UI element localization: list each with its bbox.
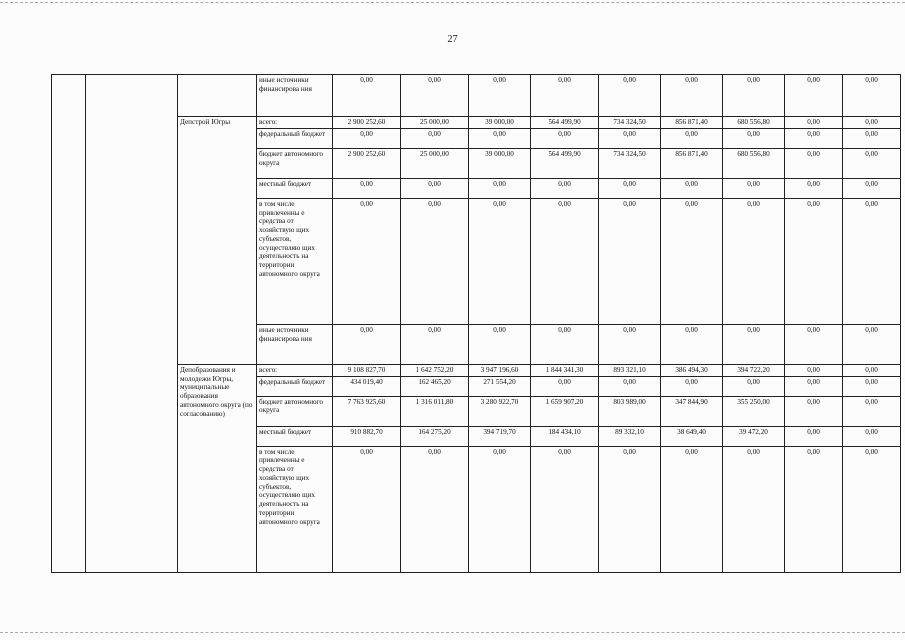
amount-cell: 0,00 (661, 178, 723, 198)
amount-cell: 0,00 (531, 128, 599, 148)
amount-cell: 434 019,40 (333, 376, 401, 396)
amount-cell: 0,00 (723, 75, 785, 117)
executor-cell (178, 75, 257, 117)
amount-cell: 1 659 907,20 (531, 396, 599, 426)
amount-cell: 0,00 (531, 178, 599, 198)
funding-source-cell: местный бюджет (257, 178, 333, 198)
table-row (52, 117, 901, 129)
amount-cell: 0,00 (333, 75, 401, 117)
amount-cell: 25 000,00 (401, 117, 469, 129)
amount-cell: 0,00 (599, 324, 661, 364)
amount-cell: 3 280 922,70 (469, 396, 531, 426)
funding-source-cell: иные источники финансирова ния (257, 324, 333, 364)
amount-cell: 803 989,00 (599, 396, 661, 426)
funding-source-cell: всего: (257, 364, 333, 376)
amount-cell: 680 556,80 (723, 117, 785, 129)
amount-cell: 0,00 (843, 128, 901, 148)
amount-cell: 355 250,00 (723, 396, 785, 426)
amount-cell: 0,00 (599, 198, 661, 324)
amount-cell: 0,00 (785, 198, 843, 324)
amount-cell: 1 642 752,20 (401, 364, 469, 376)
amount-cell: 1 316 011,80 (401, 396, 469, 426)
amount-cell: 184 434,10 (531, 426, 599, 446)
amount-cell: 25 000,00 (401, 148, 469, 178)
amount-cell: 89 332,10 (599, 426, 661, 446)
amount-cell: 0,00 (785, 324, 843, 364)
empty-cell-1 (52, 75, 86, 573)
amount-cell: 0,00 (401, 178, 469, 198)
amount-cell: 394 719,70 (469, 426, 531, 446)
amount-cell: 0,00 (723, 376, 785, 396)
amount-cell: 0,00 (843, 396, 901, 426)
amount-cell: 893 321,10 (599, 364, 661, 376)
amount-cell: 910 882,70 (333, 426, 401, 446)
amount-cell: 856 871,40 (661, 148, 723, 178)
amount-cell: 0,00 (785, 128, 843, 148)
amount-cell: 0,00 (599, 178, 661, 198)
amount-cell: 0,00 (843, 178, 901, 198)
amount-cell: 0,00 (785, 148, 843, 178)
amount-cell: 0,00 (469, 128, 531, 148)
amount-cell: 0,00 (599, 376, 661, 396)
amount-cell: 39 000,00 (469, 117, 531, 129)
amount-cell: 0,00 (401, 446, 469, 572)
amount-cell: 164 275,20 (401, 426, 469, 446)
amount-cell: 0,00 (785, 396, 843, 426)
amount-cell: 162 465,20 (401, 376, 469, 396)
amount-cell: 856 871,40 (661, 117, 723, 129)
amount-cell: 0,00 (401, 128, 469, 148)
funding-source-cell: бюджет автономного округа (257, 396, 333, 426)
amount-cell: 0,00 (785, 75, 843, 117)
amount-cell: 0,00 (661, 376, 723, 396)
amount-cell: 0,00 (785, 178, 843, 198)
amount-cell: 0,00 (401, 324, 469, 364)
budget-table (51, 74, 901, 573)
amount-cell: 0,00 (333, 128, 401, 148)
amount-cell: 0,00 (531, 75, 599, 117)
amount-cell: 0,00 (843, 364, 901, 376)
executor-cell: Депстрой Югры (178, 117, 257, 365)
funding-source-cell: иные источники финансирова ния (257, 75, 333, 117)
amount-cell: 386 494,30 (661, 364, 723, 376)
amount-cell: 0,00 (785, 117, 843, 129)
amount-cell: 680 556,80 (723, 148, 785, 178)
amount-cell: 0,00 (401, 198, 469, 324)
table-row (52, 364, 901, 376)
funding-source-cell: в том числе привлеченны е средства от хозяйствую щих субъектов, осуществляю щих деятельность на территории автономного округа (257, 446, 333, 572)
amount-cell: 0,00 (599, 446, 661, 572)
amount-cell: 0,00 (531, 446, 599, 572)
amount-cell: 0,00 (469, 324, 531, 364)
table-row (52, 75, 901, 117)
amount-cell: 38 649,40 (661, 426, 723, 446)
amount-cell: 0,00 (531, 198, 599, 324)
amount-cell: 0,00 (333, 178, 401, 198)
amount-cell: 1 844 341,30 (531, 364, 599, 376)
amount-cell: 2 900 252,60 (333, 117, 401, 129)
funding-source-cell: всего: (257, 117, 333, 129)
amount-cell: 0,00 (469, 446, 531, 572)
amount-cell: 0,00 (333, 446, 401, 572)
amount-cell: 0,00 (785, 364, 843, 376)
amount-cell: 0,00 (843, 75, 901, 117)
amount-cell: 0,00 (843, 376, 901, 396)
amount-cell: 2 900 252,60 (333, 148, 401, 178)
amount-cell: 0,00 (469, 178, 531, 198)
amount-cell: 347 844,90 (661, 396, 723, 426)
amount-cell: 394 722,20 (723, 364, 785, 376)
amount-cell: 0,00 (599, 128, 661, 148)
page-number: 27 (447, 34, 458, 45)
amount-cell: 0,00 (661, 324, 723, 364)
amount-cell: 734 324,50 (599, 148, 661, 178)
amount-cell: 0,00 (843, 324, 901, 364)
amount-cell: 271 554,20 (469, 376, 531, 396)
amount-cell: 0,00 (723, 446, 785, 572)
amount-cell: 7 763 925,60 (333, 396, 401, 426)
amount-cell: 0,00 (723, 324, 785, 364)
amount-cell: 564 499,90 (531, 148, 599, 178)
amount-cell: 0,00 (843, 426, 901, 446)
amount-cell: 0,00 (843, 446, 901, 572)
funding-source-cell: федеральный бюджет (257, 128, 333, 148)
funding-source-cell: в том числе привлеченны е средства от хозяйствую щих субъектов, осуществляю щих деятельность на территории автономного округа (257, 198, 333, 324)
scan-edge-line (0, 632, 905, 633)
amount-cell: 0,00 (785, 376, 843, 396)
amount-cell: 0,00 (401, 75, 469, 117)
funding-source-cell: бюджет автономного округа (257, 148, 333, 178)
amount-cell: 0,00 (661, 128, 723, 148)
amount-cell: 0,00 (843, 117, 901, 129)
amount-cell: 0,00 (469, 75, 531, 117)
amount-cell: 0,00 (531, 376, 599, 396)
amount-cell: 0,00 (531, 324, 599, 364)
amount-cell: 0,00 (785, 426, 843, 446)
amount-cell: 0,00 (723, 178, 785, 198)
amount-cell: 0,00 (661, 446, 723, 572)
amount-cell: 0,00 (723, 128, 785, 148)
amount-cell: 734 324,50 (599, 117, 661, 129)
amount-cell: 0,00 (785, 446, 843, 572)
amount-cell: 0,00 (599, 75, 661, 117)
amount-cell: 0,00 (333, 198, 401, 324)
amount-cell: 0,00 (843, 198, 901, 324)
amount-cell: 39 472,20 (723, 426, 785, 446)
amount-cell: 3 947 196,60 (469, 364, 531, 376)
amount-cell: 9 108 827,70 (333, 364, 401, 376)
amount-cell: 39 000,00 (469, 148, 531, 178)
amount-cell: 0,00 (333, 324, 401, 364)
funding-source-cell: местный бюджет (257, 426, 333, 446)
amount-cell: 0,00 (843, 148, 901, 178)
scan-edge-line (0, 2, 905, 3)
amount-cell: 564 499,90 (531, 117, 599, 129)
empty-cell-2 (86, 75, 178, 573)
amount-cell: 0,00 (661, 198, 723, 324)
amount-cell: 0,00 (469, 198, 531, 324)
executor-cell: Депобразования и молодежи Югры, муниципальные образования автономного округа (по согласованию) (178, 364, 257, 572)
amount-cell: 0,00 (723, 198, 785, 324)
amount-cell: 0,00 (661, 75, 723, 117)
funding-source-cell: федеральный бюджет (257, 376, 333, 396)
